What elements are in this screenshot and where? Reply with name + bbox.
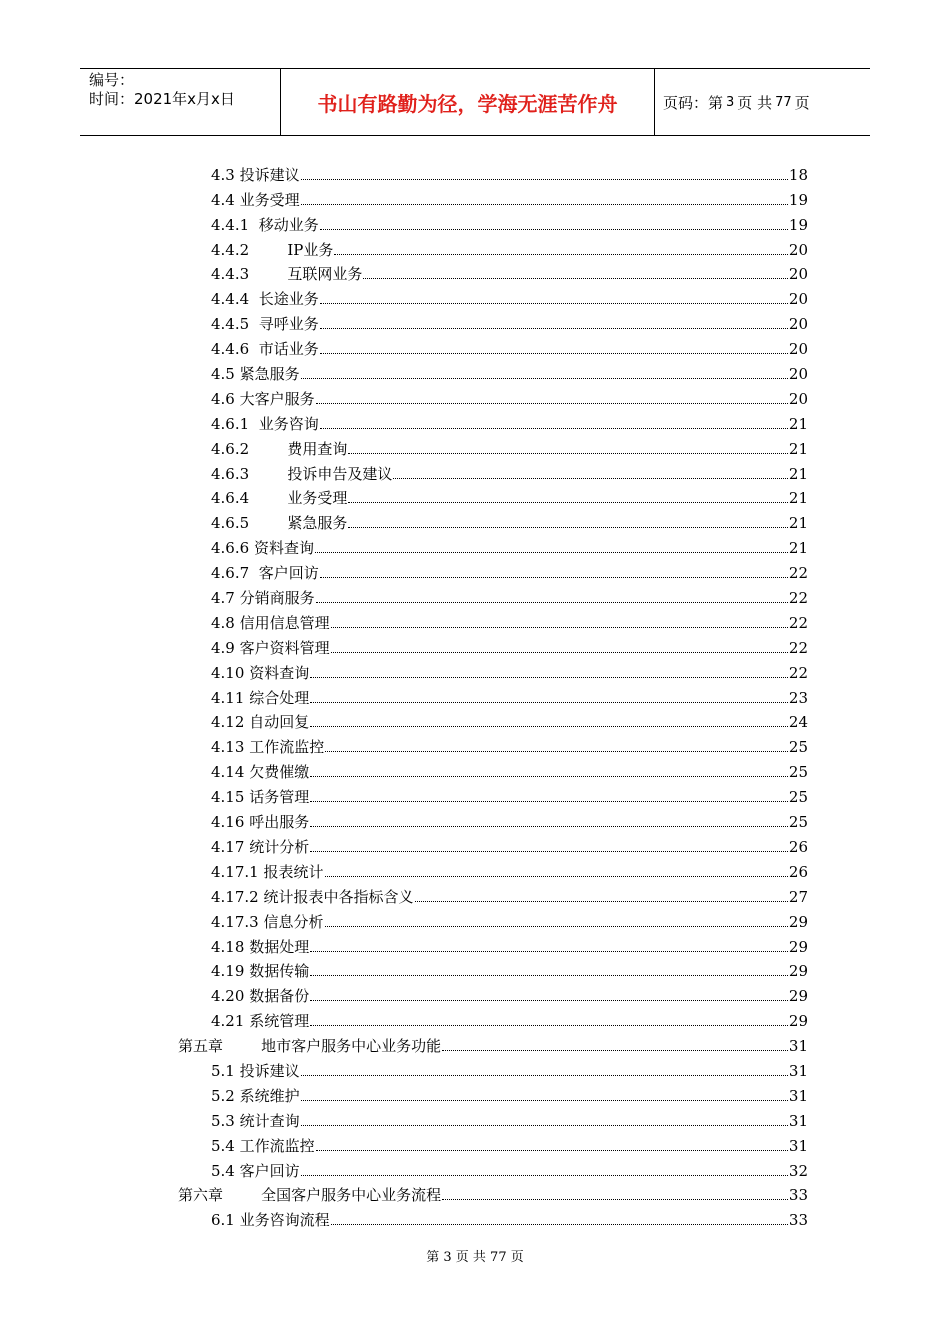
toc-entry-label	[211, 1086, 301, 1106]
toc-entry-label	[211, 215, 320, 235]
toc-entry-title: 长途业务	[258, 290, 319, 309]
toc-dot-leader	[348, 527, 788, 528]
toc-dot-leader	[310, 1000, 788, 1001]
page-suffix: 页	[794, 93, 810, 112]
toc-entry[interactable]	[178, 1181, 808, 1206]
toc-entry-page: 27	[788, 887, 808, 906]
toc-entry-title: 信息分析	[263, 912, 324, 931]
toc-dot-leader	[334, 254, 788, 255]
toc-entry-page: 26	[788, 862, 808, 881]
toc-entry-title: 客户资料管理	[239, 638, 330, 657]
toc-entry-label	[211, 737, 325, 757]
toc-entry-page: 21	[788, 514, 808, 533]
toc-entry-page: 24	[788, 713, 808, 732]
toc-entry-number: 4.7	[211, 589, 235, 608]
toc-entry[interactable]	[178, 1156, 808, 1181]
toc-entry-label	[178, 1185, 442, 1205]
toc-entry-title: 互联网业务	[287, 265, 363, 284]
toc-entry-gap	[249, 514, 287, 532]
toc-entry-title: 数据备份	[249, 987, 310, 1006]
toc-entry-page: 25	[788, 763, 808, 782]
toc-entry-number: 5.4	[211, 1136, 235, 1155]
toc-entry-label	[211, 762, 310, 782]
toc-entry-gap	[249, 465, 287, 483]
toc-entry-label	[211, 937, 310, 957]
toc-dot-leader	[310, 975, 788, 976]
toc-entry-label	[211, 314, 320, 334]
toc-entry-title: 话务管理	[249, 788, 310, 807]
toc-entry-page: 33	[788, 1211, 808, 1230]
toc-entry-number: 4.13	[211, 738, 245, 757]
toc-dot-leader	[310, 801, 788, 802]
toc-entry-title: 紧急服务	[287, 514, 348, 533]
toc-entry-page: 21	[788, 489, 808, 508]
toc-entry-number: 4.4.4	[211, 290, 250, 309]
toc-entry-number: 4.17	[211, 837, 245, 856]
toc-entry-label	[211, 837, 310, 857]
toc-entry[interactable]	[178, 160, 808, 185]
toc-entry[interactable]	[178, 1056, 808, 1081]
toc-entry[interactable]	[178, 508, 808, 533]
toc-entry-page: 19	[788, 190, 808, 209]
toc-entry-gap	[249, 340, 259, 358]
toc-entry-title: 系统维护	[239, 1086, 300, 1105]
toc-dot-leader	[310, 776, 788, 777]
toc-entry-label	[211, 488, 348, 508]
toc-entry-title: 业务咨询	[258, 414, 319, 433]
toc-entry-number: 4.8	[211, 613, 235, 632]
toc-entry-page: 19	[788, 215, 808, 234]
toc-entry-page: 22	[788, 564, 808, 583]
toc-entry[interactable]	[178, 683, 808, 708]
toc-entry-page: 22	[788, 589, 808, 608]
toc-entry-title: 资料查询	[249, 663, 310, 682]
page-footer: 第 3 页 共 77 页	[426, 1250, 524, 1265]
toc-entry-number: 4.16	[211, 813, 245, 832]
toc-entry-number: 4.4.3	[211, 265, 250, 284]
toc-entry-title: IP业务	[287, 240, 334, 259]
toc-entry-title: 工作流监控	[239, 1136, 315, 1155]
toc-entry-page: 29	[788, 912, 808, 931]
toc-entry-label	[211, 264, 363, 284]
toc-entry-title: 投诉建议	[239, 1061, 300, 1080]
toc-dot-leader	[316, 1150, 788, 1151]
toc-entry-label	[211, 986, 310, 1006]
toc-dot-leader	[320, 303, 788, 304]
toc-entry-title: 信用信息管理	[239, 613, 330, 632]
toc-entry-page: 20	[788, 265, 808, 284]
toc-entry[interactable]	[178, 907, 808, 932]
toc-entry-page: 20	[788, 340, 808, 359]
toc-entry-number: 5.3	[211, 1111, 235, 1130]
toc-entry-label	[211, 613, 331, 633]
toc-entry-title: 呼出服务	[249, 813, 310, 832]
toc-entry-label	[211, 1061, 301, 1081]
toc-entry[interactable]	[178, 782, 808, 807]
toc-entry[interactable]	[178, 708, 808, 733]
toc-dot-leader	[301, 378, 788, 379]
toc-entry-page: 31	[788, 1037, 808, 1056]
toc-entry-page: 26	[788, 837, 808, 856]
toc-dot-leader	[316, 602, 788, 603]
toc-dot-leader	[331, 627, 788, 628]
toc-entry-number: 第五章	[178, 1037, 224, 1056]
toc-entry-number: 4.9	[211, 638, 235, 657]
toc-entry-label	[178, 1036, 442, 1056]
toc-entry[interactable]	[178, 533, 808, 558]
toc-dot-leader	[310, 702, 788, 703]
toc-dot-leader	[442, 1050, 788, 1051]
toc-dot-leader	[325, 926, 788, 927]
toc-entry-label	[211, 1111, 301, 1131]
toc-entry-title: 紧急服务	[239, 365, 300, 384]
toc-entry[interactable]	[178, 957, 808, 982]
toc-entry[interactable]	[178, 484, 808, 509]
toc-entry-number: 4.6	[211, 389, 235, 408]
toc-dot-leader	[331, 1224, 788, 1225]
toc-dot-leader	[348, 453, 788, 454]
toc-entry-number: 4.20	[211, 987, 245, 1006]
toc-entry-title: 大客户服务	[239, 389, 315, 408]
toc-dot-leader	[320, 328, 788, 329]
page-mid: 页 共	[737, 93, 773, 112]
toc-entry[interactable]	[178, 981, 808, 1006]
toc-entry[interactable]	[178, 1106, 808, 1131]
toc-entry-number: 4.19	[211, 962, 245, 981]
toc-entry-page: 22	[788, 663, 808, 682]
toc-entry-number: 4.17.3	[211, 912, 259, 931]
toc-dot-leader	[310, 677, 788, 678]
toc-entry-label	[211, 912, 325, 932]
toc-entry-label	[211, 165, 301, 185]
toc-entry[interactable]	[178, 1131, 808, 1156]
toc-entry-page: 25	[788, 738, 808, 757]
toc-entry-title: 投诉建议	[239, 165, 300, 184]
toc-entry-label	[211, 389, 316, 409]
toc-entry-title: 投诉申告及建议	[287, 464, 393, 483]
toc-entry-label	[211, 538, 315, 558]
toc-entry-number: 4.6.3	[211, 464, 250, 483]
toc-entry-page: 20	[788, 240, 808, 259]
toc-dot-leader	[316, 403, 788, 404]
toc-entry-gap	[249, 290, 259, 308]
toc-entry-title: 地市客户服务中心业务功能	[261, 1037, 442, 1056]
toc-entry-label	[211, 712, 310, 732]
toc-dot-leader	[310, 826, 788, 827]
toc-entry-label	[211, 1011, 310, 1031]
toc-entry-label	[211, 289, 320, 309]
toc-entry-page: 22	[788, 638, 808, 657]
header-page-cell	[655, 69, 870, 135]
toc-entry-page: 31	[788, 1086, 808, 1105]
toc-entry[interactable]	[178, 434, 808, 459]
toc-entry[interactable]	[178, 633, 808, 658]
toc-dot-leader	[310, 851, 788, 852]
toc-entry-page: 21	[788, 464, 808, 483]
toc-entry[interactable]	[178, 832, 808, 857]
toc-entry[interactable]	[178, 309, 808, 334]
page-header	[80, 68, 870, 136]
toc-dot-leader	[301, 179, 788, 180]
toc-entry-number: 5.1	[211, 1061, 235, 1080]
toc-entry-label	[211, 240, 334, 260]
toc-dot-leader	[315, 552, 788, 553]
toc-dot-leader	[301, 1100, 788, 1101]
toc-entry-label	[211, 787, 310, 807]
toc-entry-title: 综合处理	[249, 688, 310, 707]
toc-entry-gap	[223, 1037, 261, 1055]
toc-entry-number: 4.4.6	[211, 340, 250, 359]
toc-entry-title: 业务受理	[287, 489, 348, 508]
toc-entry[interactable]	[178, 185, 808, 210]
toc-entry[interactable]	[178, 757, 808, 782]
toc-entry-page: 21	[788, 439, 808, 458]
toc-entry-gap	[249, 564, 259, 582]
toc-entry[interactable]	[178, 608, 808, 633]
toc-entry-number: 4.6.7	[211, 564, 250, 583]
toc-entry-number: 4.4	[211, 190, 235, 209]
toc-entry[interactable]	[178, 857, 808, 882]
toc-entry-label	[211, 339, 320, 359]
number-label: 编号：	[89, 71, 135, 89]
table-of-contents	[178, 160, 808, 1230]
toc-dot-leader	[320, 577, 788, 578]
toc-entry-number: 4.21	[211, 1012, 245, 1031]
toc-dot-leader	[325, 876, 788, 877]
toc-entry-label	[211, 513, 348, 533]
toc-entry-number: 4.4.5	[211, 315, 250, 334]
toc-entry-page: 29	[788, 962, 808, 981]
toc-entry-gap	[249, 440, 287, 458]
toc-entry-label	[211, 688, 310, 708]
header-left-cell	[80, 69, 281, 135]
toc-dot-leader	[301, 1125, 788, 1126]
toc-entry[interactable]	[178, 583, 808, 608]
toc-entry-title: 工作流监控	[249, 738, 325, 757]
toc-entry-label	[211, 887, 415, 907]
toc-entry-number: 4.6.1	[211, 414, 250, 433]
toc-entry[interactable]	[178, 1205, 808, 1230]
toc-entry[interactable]	[178, 384, 808, 409]
toc-entry-gap	[249, 265, 287, 283]
toc-entry-number: 4.17.1	[211, 862, 259, 881]
toc-dot-leader	[320, 353, 788, 354]
toc-dot-leader	[320, 229, 788, 230]
toc-entry-title: 寻呼业务	[258, 315, 319, 334]
toc-entry[interactable]	[178, 334, 808, 359]
toc-entry[interactable]	[178, 235, 808, 260]
toc-dot-leader	[310, 951, 788, 952]
toc-entry-label	[211, 1136, 316, 1156]
toc-entry[interactable]	[178, 1031, 808, 1056]
toc-entry-title: 移动业务	[258, 215, 319, 234]
toc-entry[interactable]	[178, 409, 808, 434]
toc-entry-number: 4.10	[211, 663, 245, 682]
toc-entry-label	[211, 464, 393, 484]
toc-entry-number: 4.11	[211, 688, 245, 707]
toc-entry-gap	[223, 1186, 261, 1204]
toc-entry-label	[211, 1210, 331, 1230]
toc-entry-number: 4.6.4	[211, 489, 250, 508]
toc-entry-label	[211, 961, 310, 981]
toc-entry-page: 20	[788, 365, 808, 384]
toc-entry-title: 自动回复	[249, 713, 310, 732]
toc-dot-leader	[310, 726, 788, 727]
toc-entry-label	[211, 563, 320, 583]
page-current: 3	[726, 94, 735, 110]
toc-entry-title: 统计查询	[239, 1111, 300, 1130]
toc-entry-label	[211, 812, 310, 832]
toc-entry-label	[211, 414, 320, 434]
toc-entry-title: 费用查询	[287, 439, 348, 458]
toc-dot-leader	[331, 652, 788, 653]
toc-entry-label	[211, 638, 331, 658]
toc-dot-leader	[301, 1075, 788, 1076]
toc-entry-number: 4.5	[211, 365, 235, 384]
toc-entry-page: 22	[788, 613, 808, 632]
toc-entry-number: 4.6.6	[211, 539, 250, 558]
toc-entry-title: 欠费催缴	[249, 763, 310, 782]
toc-entry-number: 4.6.5	[211, 514, 250, 533]
toc-dot-leader	[363, 278, 788, 279]
toc-entry-page: 18	[788, 165, 808, 184]
toc-entry-page: 20	[788, 389, 808, 408]
toc-entry-page: 25	[788, 788, 808, 807]
toc-entry-title: 数据处理	[249, 937, 310, 956]
toc-entry-page: 20	[788, 290, 808, 309]
toc-entry-title: 客户回访	[239, 1161, 300, 1180]
toc-entry-number: 5.2	[211, 1086, 235, 1105]
toc-entry-title: 数据传输	[249, 962, 310, 981]
toc-entry-title: 资料查询	[253, 539, 314, 558]
toc-entry-gap	[249, 489, 287, 507]
toc-entry-gap	[249, 216, 259, 234]
toc-dot-leader	[393, 478, 788, 479]
toc-entry-title: 统计分析	[249, 837, 310, 856]
toc-entry-page: 32	[788, 1161, 808, 1180]
toc-entry-page: 20	[788, 315, 808, 334]
toc-entry-page: 31	[788, 1136, 808, 1155]
toc-entry[interactable]	[178, 732, 808, 757]
toc-entry-page: 29	[788, 1012, 808, 1031]
toc-entry-page: 21	[788, 539, 808, 558]
toc-entry[interactable]	[178, 658, 808, 683]
toc-dot-leader	[415, 901, 788, 902]
toc-entry-title: 报表统计	[263, 862, 324, 881]
page-total: 77	[775, 94, 792, 110]
time-label: 时间：2021年x月x日	[89, 90, 235, 108]
toc-entry-label	[211, 1161, 301, 1181]
toc-entry-number: 4.3	[211, 165, 235, 184]
toc-entry-number: 4.14	[211, 763, 245, 782]
toc-entry[interactable]	[178, 260, 808, 285]
toc-entry-title: 市话业务	[258, 340, 319, 359]
toc-entry-label	[211, 439, 348, 459]
toc-entry-title: 业务咨询流程	[239, 1211, 330, 1230]
toc-dot-leader	[442, 1199, 788, 1200]
toc-dot-leader	[325, 751, 788, 752]
toc-entry[interactable]	[178, 807, 808, 832]
toc-entry-gap	[249, 415, 259, 433]
toc-dot-leader	[348, 502, 788, 503]
toc-entry-number: 4.4.2	[211, 240, 250, 259]
toc-entry[interactable]	[178, 932, 808, 957]
toc-entry[interactable]	[178, 882, 808, 907]
toc-entry[interactable]	[178, 210, 808, 235]
toc-entry-title: 客户回访	[258, 564, 319, 583]
toc-entry-title: 分销商服务	[239, 589, 315, 608]
toc-dot-leader	[320, 428, 788, 429]
toc-entry[interactable]	[178, 1006, 808, 1031]
page-prefix: 页码：第	[663, 93, 724, 112]
toc-entry-number: 第六章	[178, 1186, 224, 1205]
toc-entry-page: 25	[788, 813, 808, 832]
toc-entry-number: 4.12	[211, 713, 245, 732]
motto-text: 书山有路勤为径，学海无涯苦作舟	[317, 91, 618, 116]
toc-entry-gap	[249, 241, 287, 259]
toc-entry-number: 4.17.2	[211, 887, 259, 906]
toc-entry-page: 29	[788, 937, 808, 956]
toc-entry[interactable]	[178, 359, 808, 384]
toc-entry-number: 4.4.1	[211, 215, 250, 234]
toc-dot-leader	[301, 1175, 788, 1176]
toc-entry[interactable]	[178, 459, 808, 484]
toc-entry-number: 5.4	[211, 1161, 235, 1180]
toc-entry-page: 31	[788, 1111, 808, 1130]
toc-entry-title: 统计报表中各指标含义	[263, 887, 414, 906]
toc-entry-page: 31	[788, 1061, 808, 1080]
toc-entry-page: 23	[788, 688, 808, 707]
header-motto-cell	[281, 69, 655, 135]
toc-entry-gap	[249, 315, 259, 333]
toc-entry-label	[211, 588, 316, 608]
toc-entry[interactable]	[178, 558, 808, 583]
toc-entry-number: 4.18	[211, 937, 245, 956]
toc-entry-title: 业务受理	[239, 190, 300, 209]
toc-dot-leader	[310, 1025, 788, 1026]
toc-entry-page: 29	[788, 987, 808, 1006]
toc-entry-label	[211, 663, 310, 683]
toc-entry-number: 6.1	[211, 1211, 235, 1230]
toc-entry-number: 4.15	[211, 788, 245, 807]
toc-entry[interactable]	[178, 1081, 808, 1106]
toc-entry-page: 21	[788, 414, 808, 433]
toc-entry-label	[211, 364, 301, 384]
toc-entry-number: 4.6.2	[211, 439, 250, 458]
toc-entry-label	[211, 862, 325, 882]
toc-entry[interactable]	[178, 284, 808, 309]
toc-entry-title: 全国客户服务中心业务流程	[261, 1186, 442, 1205]
toc-entry-page: 33	[788, 1186, 808, 1205]
toc-entry-label	[211, 190, 301, 210]
toc-dot-leader	[301, 204, 788, 205]
toc-entry-title: 系统管理	[249, 1012, 310, 1031]
